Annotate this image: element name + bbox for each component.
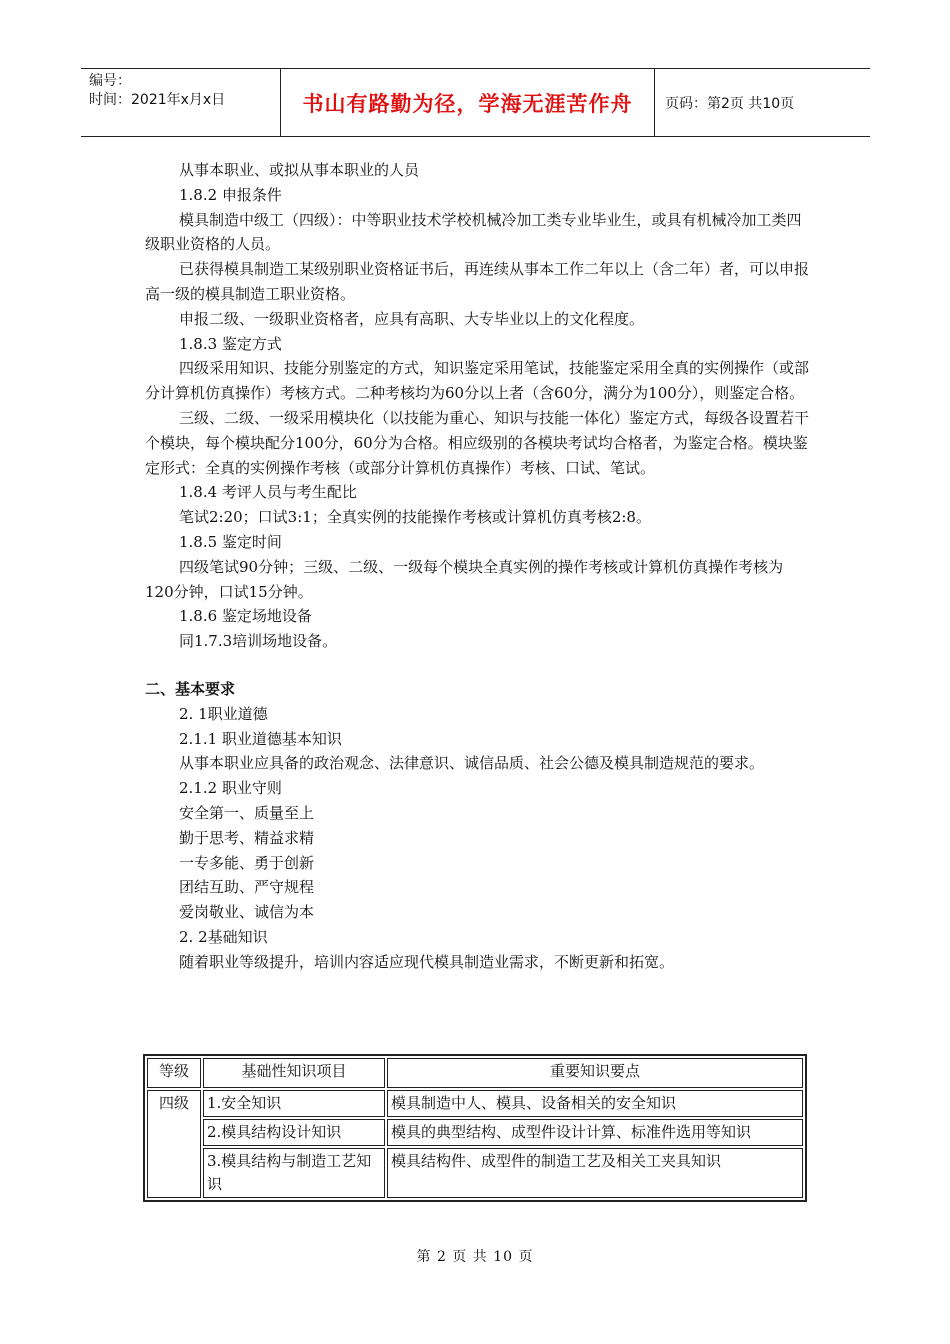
paragraph: 1.8.5 鉴定时间 bbox=[179, 532, 282, 551]
document-body bbox=[145, 158, 810, 975]
section-heading: 二、基本要求 bbox=[145, 679, 236, 698]
number-label: 编号： bbox=[89, 73, 131, 89]
paragraph: 1.8.4 考评人员与考生配比 bbox=[179, 483, 357, 502]
paragraph: 1.8.2 申报条件 bbox=[179, 185, 282, 204]
item-cell: 3.模具结构与制造工艺知识 bbox=[203, 1148, 385, 1198]
paragraph: 三级、二级、一级采用模块化（以技能为重心、知识与技能一体化）鉴定方式，每级各设置若干个模块，每个模块配分100分，60分为合格。相应级别的各模块考试均合格者，为鉴定合格。模块鉴定形式：全真的实例操作考核（或部分计算机仿真操作）考核、口试、笔试。 bbox=[145, 408, 810, 477]
header-level: 等级 bbox=[147, 1058, 201, 1088]
paragraph: 2. 2基础知识 bbox=[179, 927, 268, 946]
table-row bbox=[147, 1148, 803, 1198]
table-header-row bbox=[147, 1058, 803, 1088]
paragraph: 爱岗敬业、诚信为本 bbox=[179, 903, 315, 922]
paragraph: 申报二级、一级职业资格者，应具有高职、大专毕业以上的文化程度。 bbox=[179, 309, 645, 328]
paragraph: 笔试2:20；口试3:1；全真实例的技能操作考核或计算机仿真考核2:8。 bbox=[179, 508, 651, 527]
item-cell: 2.模具结构设计知识 bbox=[203, 1119, 385, 1146]
paragraph: 1.8.3 鉴定方式 bbox=[179, 334, 282, 353]
paragraph: 2.1.1 职业道德基本知识 bbox=[179, 729, 342, 748]
paragraph: 安全第一、质量至上 bbox=[179, 803, 315, 822]
paragraph: 从事本职业应具备的政治观念、法律意识、诚信品质、社会公德及模具制造规范的要求。 bbox=[179, 754, 765, 773]
paragraph: 四级采用知识、技能分别鉴定的方式，知识鉴定采用笔试，技能鉴定采用全真的实例操作（或部分计算机仿真操作）考核方式。二种考核均为60分以上者（含60分，满分为100分），则鉴定合格。 bbox=[145, 359, 810, 403]
table-row bbox=[147, 1090, 803, 1117]
table-row bbox=[147, 1119, 803, 1146]
level-cell: 四级 bbox=[147, 1090, 201, 1198]
paragraph: 2. 1职业道德 bbox=[179, 704, 268, 723]
time-label: 时间：2021年x月x日 bbox=[89, 92, 226, 108]
item-cell: 1.安全知识 bbox=[203, 1090, 385, 1117]
paragraph: 四级笔试90分钟；三级、二级、一级每个模块全真实例的操作考核或计算机仿真操作考核为120分钟，口试15分钟。 bbox=[145, 557, 784, 601]
paragraph: 一专多能、勇于创新 bbox=[179, 853, 315, 872]
knowledge-table bbox=[143, 1054, 807, 1202]
points-cell: 模具结构件、成型件的制造工艺及相关工夹具知识 bbox=[387, 1148, 803, 1198]
header-points: 重要知识要点 bbox=[387, 1058, 803, 1088]
paragraph: 模具制造中级工（四级）：中等职业技术学校机械冷加工类专业毕业生，或具有机械冷加工类四级职业资格的人员。 bbox=[145, 210, 802, 254]
paragraph: 勤于思考、精益求精 bbox=[179, 828, 315, 847]
points-cell: 模具制造中人、模具、设备相关的安全知识 bbox=[387, 1090, 803, 1117]
paragraph: 团结互助、严守规程 bbox=[179, 878, 315, 897]
motto: 书山有路勤为径，学海无涯苦作舟 bbox=[281, 69, 655, 136]
header-meta bbox=[81, 69, 281, 136]
header-item: 基础性知识项目 bbox=[203, 1058, 385, 1088]
paragraph-gap bbox=[145, 654, 810, 677]
page-info: 页码：第2页 共10页 bbox=[665, 95, 795, 112]
paragraph: 随着职业等级提升，培训内容适应现代模具制造业需求，不断更新和拓宽。 bbox=[179, 952, 675, 971]
page-header bbox=[81, 68, 870, 137]
points-cell: 模具的典型结构、成型件设计计算、标准件选用等知识 bbox=[387, 1119, 803, 1146]
paragraph: 从事本职业、或拟从事本职业的人员 bbox=[179, 161, 420, 179]
paragraph: 同1.7.3培训场地设备。 bbox=[179, 632, 338, 651]
page-footer: 第 2 页 共 10 页 bbox=[416, 1249, 534, 1265]
paragraph: 1.8.6 鉴定场地设备 bbox=[179, 607, 312, 626]
paragraph: 2.1.2 职业守则 bbox=[179, 779, 282, 798]
paragraph: 已获得模具制造工某级别职业资格证书后，再连续从事本工作二年以上（含二年）者，可以申报高一级的模具制造工职业资格。 bbox=[145, 260, 810, 303]
